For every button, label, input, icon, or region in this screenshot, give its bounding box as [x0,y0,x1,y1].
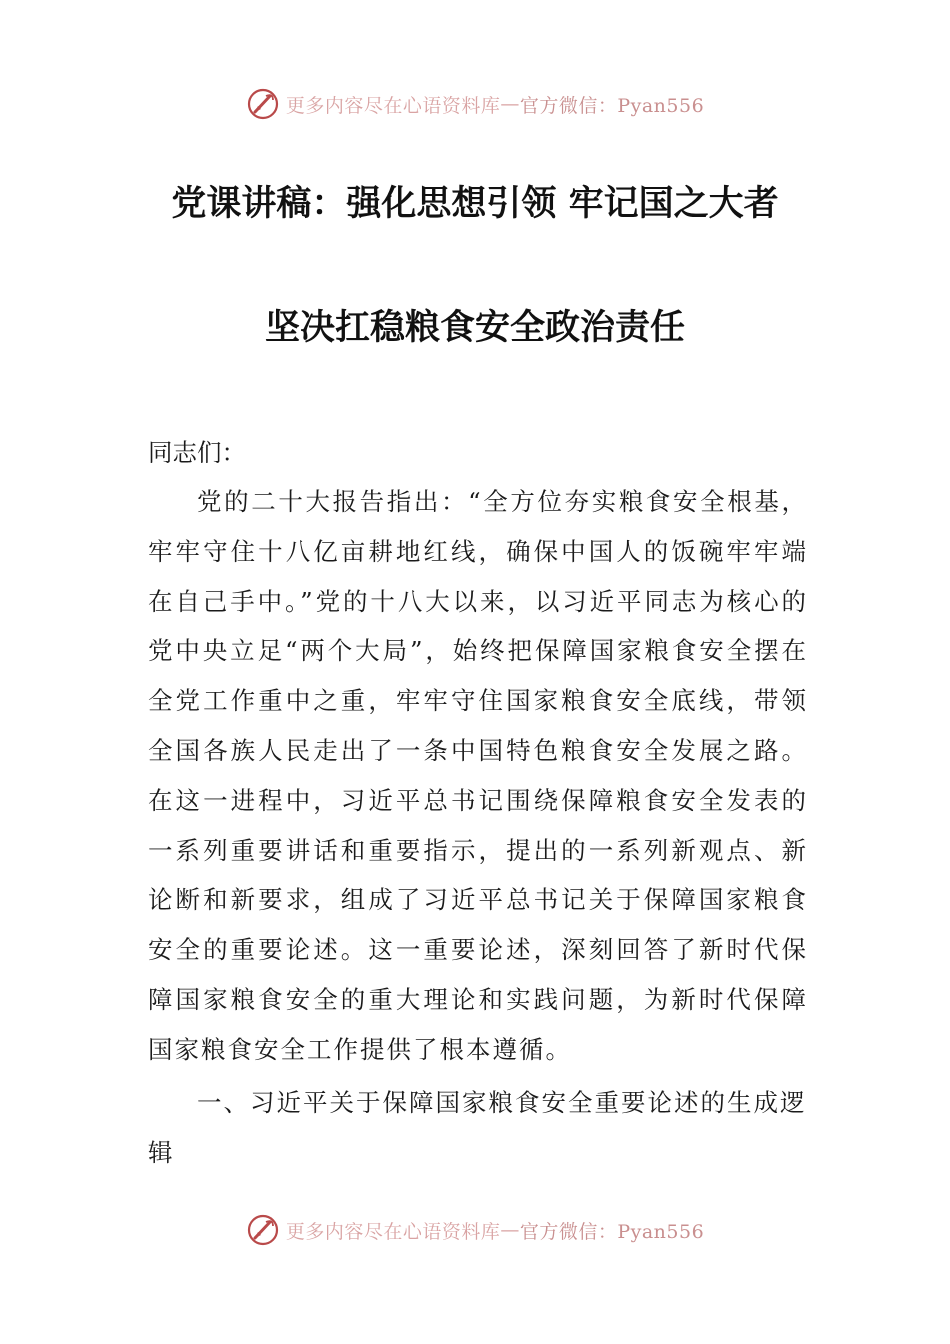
section-heading: 一、习近平关于保障国家粮食安全重要论述的生成逻辑 [148,1088,807,1167]
watermark-contact: 官方微信：Pyan556 [519,94,705,117]
watermark-text: 更多内容尽在心语资料库 [285,1220,501,1243]
watermark-contact: 官方微信：Pyan556 [519,1220,705,1243]
watermark-separator: — [500,1219,520,1241]
watermark-footer [0,1210,950,1250]
watermark-header [0,84,950,124]
watermark-separator: — [500,93,520,115]
body-paragraph: 党的二十大报告指出：“全方位夯实粮食安全根基，牢牢守住十八亿亩耕地红线，确保中国人的饭碗牢牢端在自己手中。”党的十八大以来，以习近平同志为核心的党中央立足“两个大局”，始终把保障国家粮食安全摆在全党工作重中之重，牢牢守住国家粮食安全底线，带领全国各族人民走出了一条中国特色粮食安全发展之路。在这一进程中，习近平总书记围绕保障粮食安全发表的一系列重要讲话和重要指示，提出的一系列新观点、新论断和新要求，组成了习近平总书记关于保障国家粮食安全的重要论述。这一重要论述，深刻回答了新时代保障国家粮食安全的重大理论和实践问题，为新时代保障国家粮食安全工作提供了根本遵循。 [148,487,808,1064]
pen-logo-icon [246,1213,280,1247]
greeting: 同志们： [148,438,246,467]
page-title-line-1: 党课讲稿：强化思想引领 牢记国之大者 [171,184,779,224]
page-title-line-2: 坚决扛稳粮食安全政治责任 [264,308,685,348]
pen-logo-icon [246,87,280,121]
watermark-text: 更多内容尽在心语资料库 [285,94,501,117]
